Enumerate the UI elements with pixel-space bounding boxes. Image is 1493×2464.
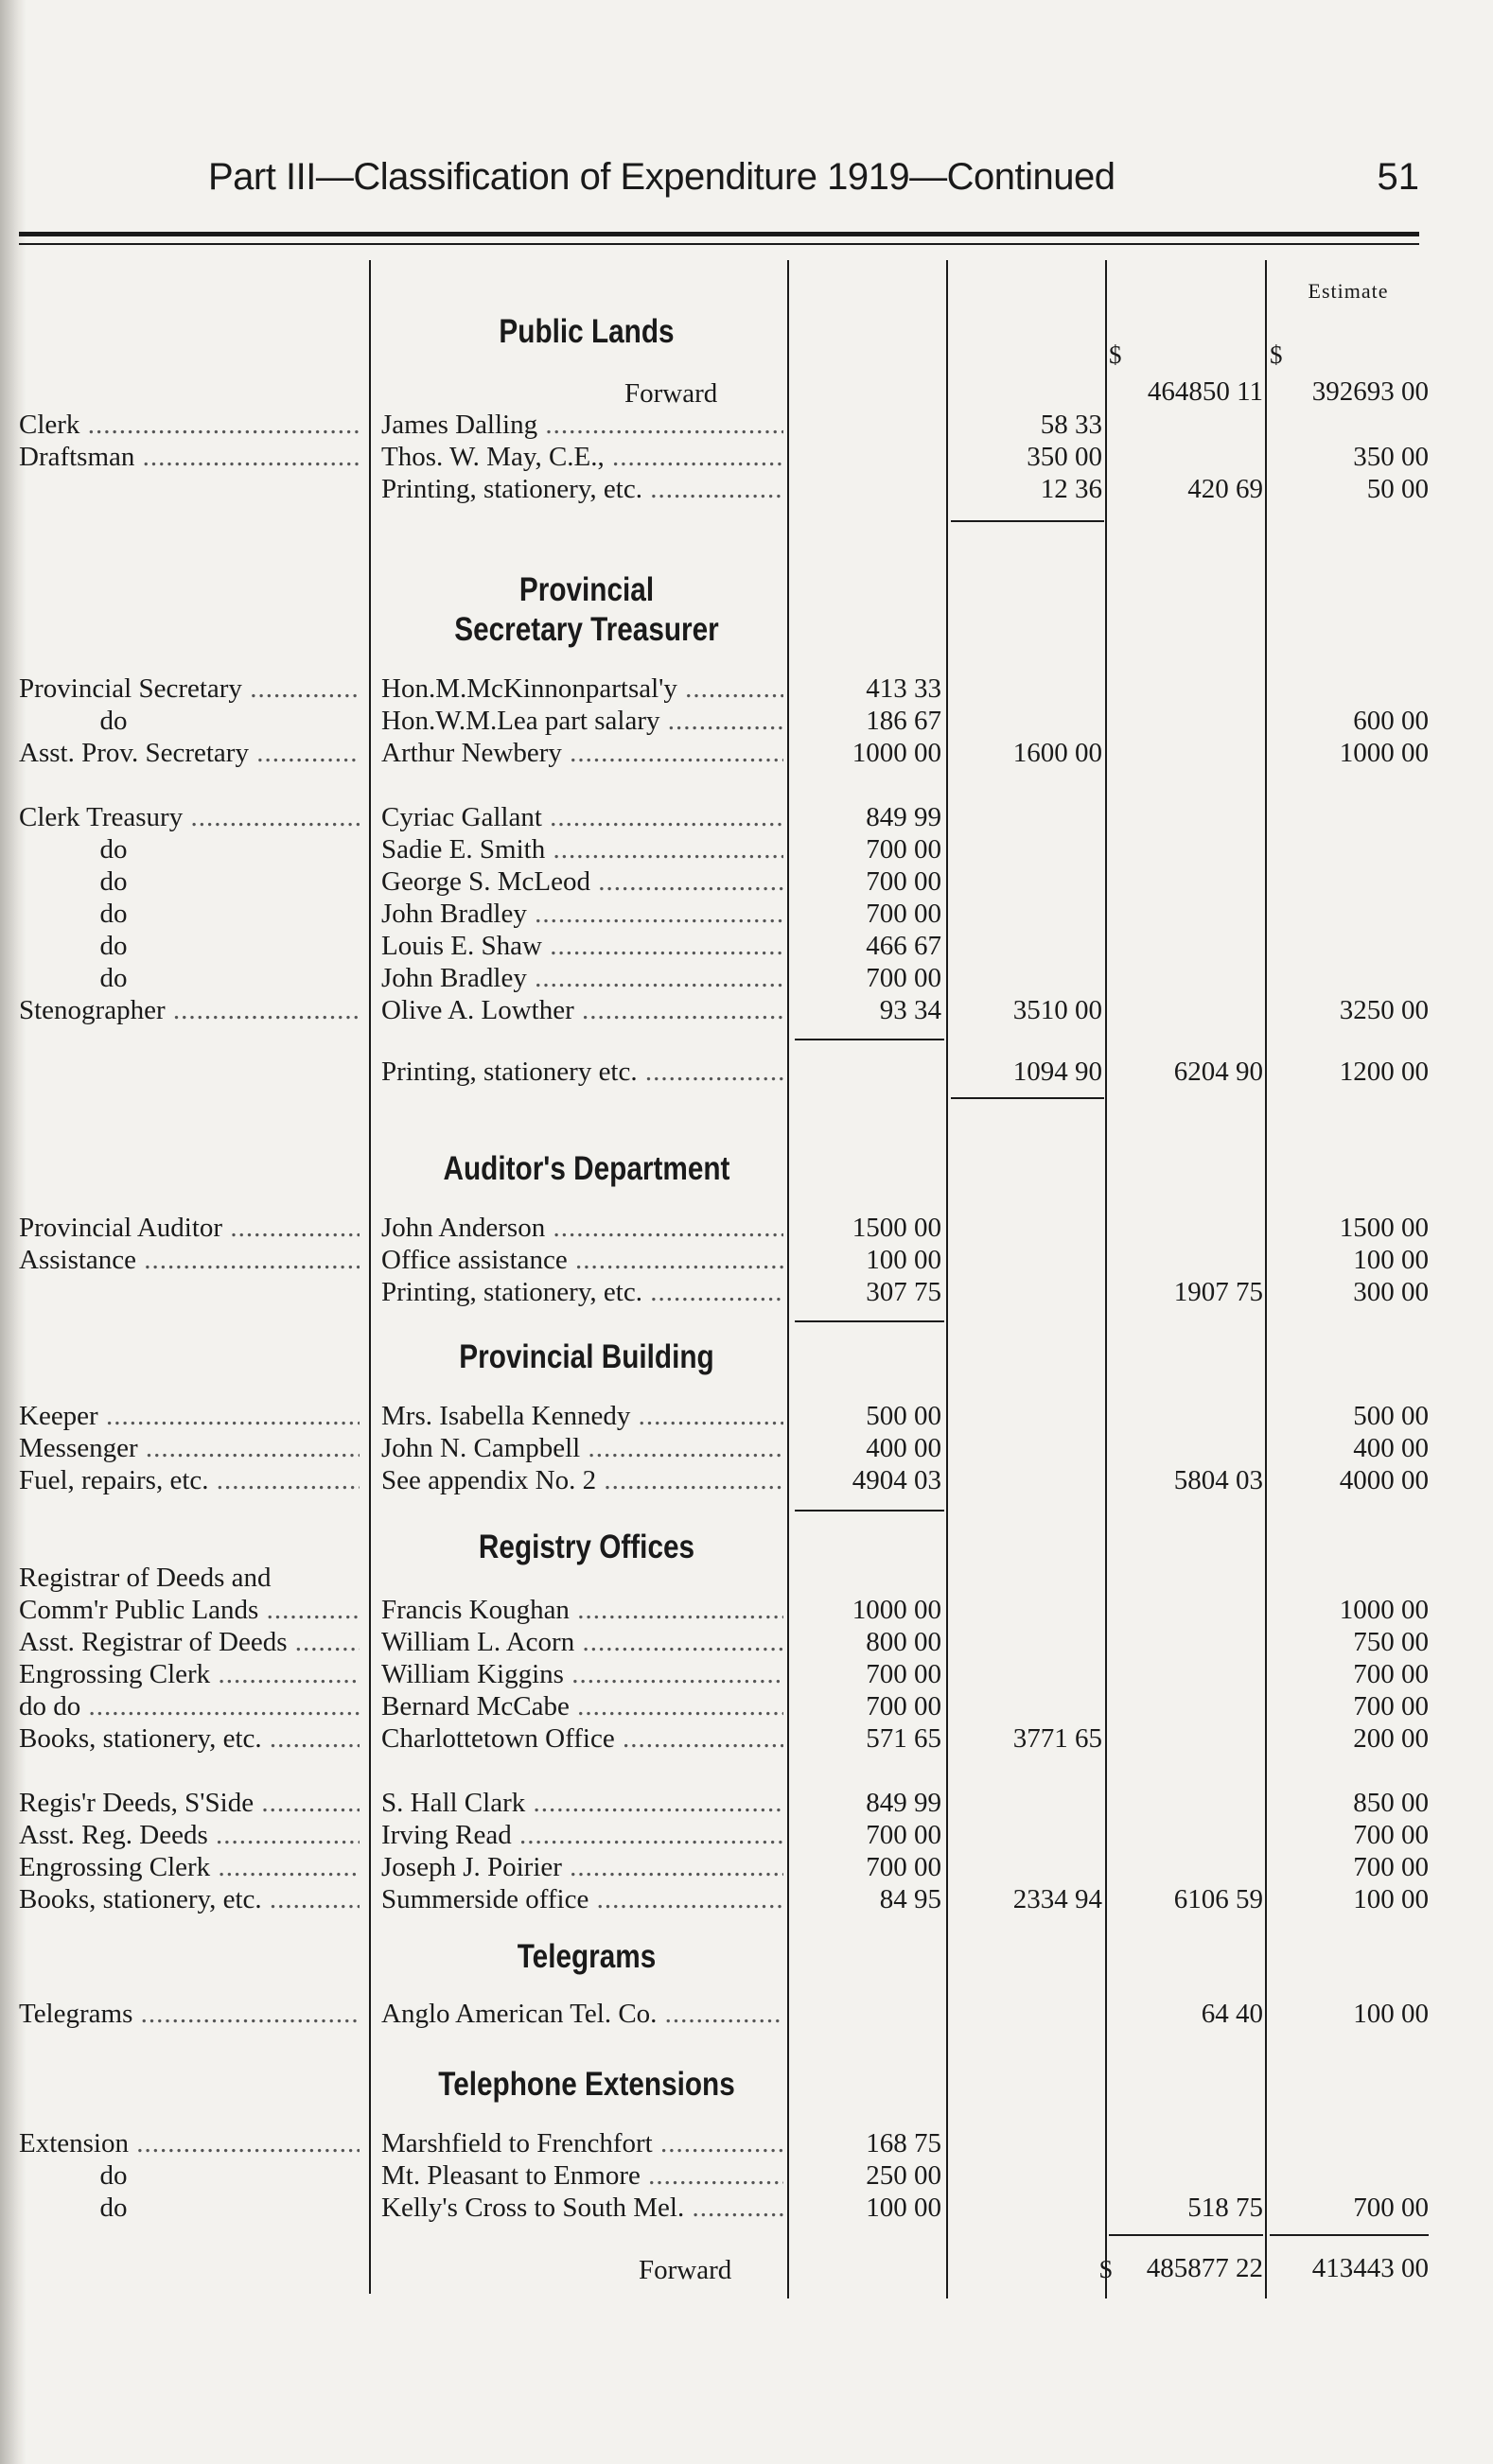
registry-row-8-amount-c2: 2334 94 [1012, 1884, 1102, 1914]
registry-row-6-name: Irving Read ..... [381, 1820, 783, 1851]
registry-row-2-label: Engrossing Clerk ..... [19, 1659, 360, 1690]
secretary-treasurer-row-3-amount-c1: 849 99 [866, 802, 941, 832]
secretary-treasurer-row-5-label: do [99, 866, 128, 897]
dollar-sign-total: $ [1099, 2255, 1113, 2283]
building-row-0-name: Mrs. Isabella Kennedy ..... [381, 1401, 783, 1432]
registry-row-4-amount-c2: 3771 65 [1012, 1723, 1102, 1754]
total-rule-c3 [1109, 2234, 1263, 2236]
subtotal-rule-auditor [795, 1320, 944, 1322]
telephone-row-0-name: Marshfield to Frenchfort ..... [381, 2128, 783, 2159]
registry-row-6-amount-c4: 700 00 [1353, 1820, 1429, 1850]
page-number: 51 [1377, 156, 1419, 198]
dollar-sign-c4: $ [1270, 341, 1283, 369]
secretary-treasurer-row-2-amount-c2: 1600 00 [1012, 738, 1102, 768]
secretary-treasurer-row-3-name: Cyriac Gallant ..... [381, 802, 783, 833]
secretary-treasurer-row-9-amount-c1: 93 34 [879, 995, 941, 1025]
secretary-treasurer-row-4-label: do [99, 834, 128, 865]
registry-row-8-amount-c3: 6106 59 [1173, 1884, 1263, 1914]
auditor-row-2-name: Printing, stationery, etc. ..... [381, 1277, 783, 1308]
secretary-treasurer-row-2-name: Arthur Newbery ..... [381, 738, 783, 769]
secretary-treasurer-row-1-amount-c1: 186 67 [866, 706, 941, 736]
secretary-treasurer-row-9-name: Olive A. Lowther ..... [381, 995, 783, 1026]
dollar-sign-c3: $ [1109, 341, 1122, 369]
section-heading-auditor: Auditor's Department [443, 1150, 730, 1187]
secretary-treasurer-row-8-name: John Bradley ..... [381, 963, 783, 994]
secretary-treasurer-row-10-amount-c2: 1094 90 [1012, 1057, 1102, 1087]
secretary-treasurer-row-0-amount-c1: 413 33 [866, 673, 941, 704]
registry-row-5-amount-c4: 850 00 [1353, 1788, 1429, 1818]
auditor-row-2-amount-c1: 307 75 [866, 1277, 941, 1307]
registry-row-2-name: William Kiggins ..... [381, 1659, 783, 1690]
registry-row-8-name: Summerside office ..... [381, 1884, 783, 1915]
secretary-treasurer-row-6-name: John Bradley ..... [381, 899, 783, 930]
secretary-treasurer-row-6-label: do [99, 899, 128, 929]
subtotal-rule-secretary [951, 1097, 1104, 1099]
telephone-row-2-amount-c3: 518 75 [1187, 2193, 1263, 2223]
total-amount-c4: 413443 00 [1311, 2253, 1429, 2283]
auditor-row-1-name: Office assistance ..... [381, 1245, 783, 1276]
section-heading-registry: Registry Offices [478, 1529, 695, 1565]
auditor-row-1-label: Assistance ..... [19, 1245, 360, 1276]
public-lands-row-1-amount-c4: 350 00 [1353, 442, 1429, 472]
registry-row-0-name: Francis Koughan ..... [381, 1595, 783, 1626]
forward-amount-c4: 392693 00 [1311, 376, 1429, 407]
registry-row-2-amount-c4: 700 00 [1353, 1659, 1429, 1689]
secretary-treasurer-row-7-label: do [99, 931, 128, 961]
registry-row-4-name: Charlottetown Office ..... [381, 1723, 783, 1755]
telephone-row-2-label: do [99, 2193, 128, 2223]
telephone-row-2-amount-c4: 700 00 [1353, 2193, 1429, 2223]
building-row-2-amount-c3: 5804 03 [1173, 1465, 1263, 1495]
secretary-treasurer-row-7-name: Louis E. Shaw ..... [381, 931, 783, 962]
public-lands-row-1-label: Draftsman ..... [19, 442, 360, 473]
secretary-treasurer-row-5-amount-c1: 700 00 [866, 866, 941, 897]
registry-row-1-name: William L. Acorn ..... [381, 1627, 783, 1658]
public-lands-row-0-name: James Dalling ..... [381, 410, 783, 441]
public-lands-row-0-amount-c2: 58 33 [1040, 410, 1102, 440]
registry-row-6-amount-c1: 700 00 [866, 1820, 941, 1850]
building-row-0-amount-c1: 500 00 [866, 1401, 941, 1431]
registry-row-7-label: Engrossing Clerk ..... [19, 1852, 360, 1883]
registry-row-5-amount-c1: 849 99 [866, 1788, 941, 1818]
telephone-row-1-amount-c1: 250 00 [866, 2160, 941, 2191]
auditor-row-2-amount-c4: 300 00 [1353, 1277, 1429, 1307]
secretary-treasurer-row-4-amount-c1: 700 00 [866, 834, 941, 865]
telephone-row-1-label: do [99, 2160, 128, 2191]
registry-row-7-amount-c4: 700 00 [1353, 1852, 1429, 1882]
public-lands-row-1-name: Thos. W. May, C.E., ..... [381, 442, 783, 473]
section-heading-telegrams: Telegrams [517, 1938, 657, 1975]
public-lands-row-2-amount-c4: 50 00 [1366, 474, 1429, 504]
registry-row-0-amount-c1: 1000 00 [852, 1595, 941, 1625]
auditor-row-1-amount-c1: 100 00 [866, 1245, 941, 1275]
secretary-treasurer-row-9-amount-c2: 3510 00 [1012, 995, 1102, 1025]
secretary-treasurer-row-2-amount-c4: 1000 00 [1339, 738, 1429, 768]
section-heading-provincial: Provincial [518, 571, 655, 608]
telegrams-row-0-amount-c3: 64 40 [1201, 1999, 1263, 2029]
total-amount-c3: 485877 22 [1146, 2253, 1263, 2283]
section-heading-secretary-treasurer: Secretary Treasurer [454, 611, 719, 648]
secretary-treasurer-row-0-label: Provincial Secretary ..... [19, 673, 360, 705]
estimate-column-header: Estimate [1308, 279, 1389, 303]
secretary-treasurer-row-1-label: do [99, 706, 128, 736]
public-lands-row-2-amount-c2: 12 36 [1040, 474, 1102, 504]
building-row-1-amount-c1: 400 00 [866, 1433, 941, 1463]
public-lands-row-1-amount-c2: 350 00 [1027, 442, 1102, 472]
registry-row-8-amount-c1: 84 95 [879, 1884, 941, 1914]
registry-row-3-amount-c1: 700 00 [866, 1691, 941, 1721]
auditor-row-1-amount-c4: 100 00 [1353, 1245, 1429, 1275]
section-heading-public-lands: Public Lands [499, 313, 675, 350]
registry-row-1-amount-c1: 800 00 [866, 1627, 941, 1657]
secretary-treasurer-row-8-amount-c1: 700 00 [866, 963, 941, 993]
secretary-treasurer-row-3-label: Clerk Treasury ..... [19, 802, 360, 833]
registry-row-6-label: Asst. Reg. Deeds ..... [19, 1820, 360, 1851]
building-row-2-name: See appendix No. 2 ..... [381, 1465, 783, 1496]
registry-row-7-name: Joseph J. Poirier ..... [381, 1852, 783, 1883]
total-rule-c4 [1270, 2234, 1429, 2236]
registry-row-1-label: Asst. Registrar of Deeds ..... [19, 1627, 360, 1658]
secretary-treasurer-row-0-name: Hon.M.McKinnonpartsal'y ..... [381, 673, 783, 705]
building-row-1-name: John N. Campbell ..... [381, 1433, 783, 1464]
telegrams-row-0-label: Telegrams ..... [19, 1999, 360, 2030]
building-row-1-label: Messenger ..... [19, 1433, 360, 1464]
secretary-treasurer-row-4-name: Sadie E. Smith ..... [381, 834, 783, 865]
header-rule-thick [19, 232, 1419, 236]
secretary-treasurer-row-10-amount-c4: 1200 00 [1339, 1057, 1429, 1087]
telephone-row-1-name: Mt. Pleasant to Enmore ..... [381, 2160, 783, 2192]
subtotal-rule-public-lands [951, 520, 1104, 522]
secretary-treasurer-row-8-label: do [99, 963, 128, 993]
telegrams-row-0-amount-c4: 100 00 [1353, 1999, 1429, 2029]
secretary-treasurer-row-7-amount-c1: 466 67 [866, 931, 941, 961]
secretary-treasurer-row-2-label: Asst. Prov. Secretary ..... [19, 738, 360, 769]
registry-row-3-amount-c4: 700 00 [1353, 1691, 1429, 1721]
column-divider-1 [369, 260, 371, 2294]
telephone-row-2-amount-c1: 100 00 [866, 2193, 941, 2223]
public-lands-row-0-label: Clerk ..... [19, 410, 360, 441]
public-lands-row-2-name: Printing, stationery, etc. ..... [381, 474, 783, 505]
secretary-treasurer-row-5-name: George S. McLeod ..... [381, 866, 783, 898]
registry-row-2-amount-c1: 700 00 [866, 1659, 941, 1689]
section-heading-telephone: Telephone Extensions [438, 2066, 735, 2103]
registry-label-extra: Registrar of Deeds and [19, 1563, 272, 1593]
secretary-treasurer-row-6-amount-c1: 700 00 [866, 899, 941, 929]
building-row-0-label: Keeper ..... [19, 1401, 360, 1432]
auditor-row-0-amount-c1: 1500 00 [852, 1213, 941, 1243]
column-divider-2 [787, 260, 789, 2298]
page-title: Part III—Classification of Expenditure 1919—Continued [208, 156, 1115, 198]
secretary-treasurer-row-10-name: Printing, stationery etc. ..... [381, 1057, 783, 1088]
secretary-treasurer-row-9-amount-c4: 3250 00 [1339, 995, 1429, 1025]
section-heading-building: Provincial Building [459, 1338, 714, 1375]
secretary-treasurer-row-2-amount-c1: 1000 00 [852, 738, 941, 768]
secretary-treasurer-row-9-label: Stenographer ..... [19, 995, 360, 1026]
building-row-2-label: Fuel, repairs, etc. ..... [19, 1465, 360, 1496]
building-row-1-amount-c4: 400 00 [1353, 1433, 1429, 1463]
secretary-treasurer-row-10-amount-c3: 6204 90 [1173, 1057, 1263, 1087]
forward-amount-c3: 464850 11 [1147, 376, 1263, 407]
building-row-2-amount-c4: 4000 00 [1339, 1465, 1429, 1495]
registry-row-5-label: Regis'r Deeds, S'Side ..... [19, 1788, 360, 1819]
header-rule-thin [19, 243, 1419, 245]
column-divider-3 [946, 260, 948, 2298]
secretary-treasurer-row-1-amount-c4: 600 00 [1353, 706, 1429, 736]
auditor-row-0-label: Provincial Auditor ..... [19, 1213, 360, 1244]
auditor-row-0-amount-c4: 1500 00 [1339, 1213, 1429, 1243]
auditor-row-0-name: John Anderson ..... [381, 1213, 783, 1244]
subtotal-rule-building [795, 1510, 944, 1512]
secretary-treasurer-row-1-name: Hon.W.M.Lea part salary ..... [381, 706, 783, 737]
forward-label-bottom: Forward [639, 2255, 732, 2285]
registry-row-3-name: Bernard McCabe ..... [381, 1691, 783, 1722]
building-row-2-amount-c1: 4904 03 [852, 1465, 941, 1495]
telephone-row-0-amount-c1: 168 75 [866, 2128, 941, 2158]
registry-row-0-label: Comm'r Public Lands ..... [19, 1595, 360, 1626]
registry-row-4-label: Books, stationery, etc. ..... [19, 1723, 360, 1755]
subtotal-rule-clerks [795, 1039, 944, 1040]
telephone-row-2-name: Kelly's Cross to South Mel. ..... [381, 2193, 783, 2224]
registry-row-4-amount-c4: 200 00 [1353, 1723, 1429, 1754]
telephone-row-0-label: Extension ..... [19, 2128, 360, 2159]
registry-row-8-amount-c4: 100 00 [1353, 1884, 1429, 1914]
registry-row-1-amount-c4: 750 00 [1353, 1627, 1429, 1657]
public-lands-row-2-amount-c3: 420 69 [1187, 474, 1263, 504]
registry-row-5-name: S. Hall Clark ..... [381, 1788, 783, 1819]
registry-row-8-label: Books, stationery, etc. ..... [19, 1884, 360, 1915]
page-header [208, 156, 1419, 213]
registry-row-3-label: do do ..... [19, 1691, 360, 1722]
forward-label-top: Forward [624, 378, 718, 409]
auditor-row-2-amount-c3: 1907 75 [1173, 1277, 1263, 1307]
building-row-0-amount-c4: 500 00 [1353, 1401, 1429, 1431]
column-divider-5 [1265, 260, 1267, 2298]
registry-row-7-amount-c1: 700 00 [866, 1852, 941, 1882]
telegrams-row-0-name: Anglo American Tel. Co. ..... [381, 1999, 783, 2030]
registry-row-4-amount-c1: 571 65 [866, 1723, 941, 1754]
registry-row-0-amount-c4: 1000 00 [1339, 1595, 1429, 1625]
